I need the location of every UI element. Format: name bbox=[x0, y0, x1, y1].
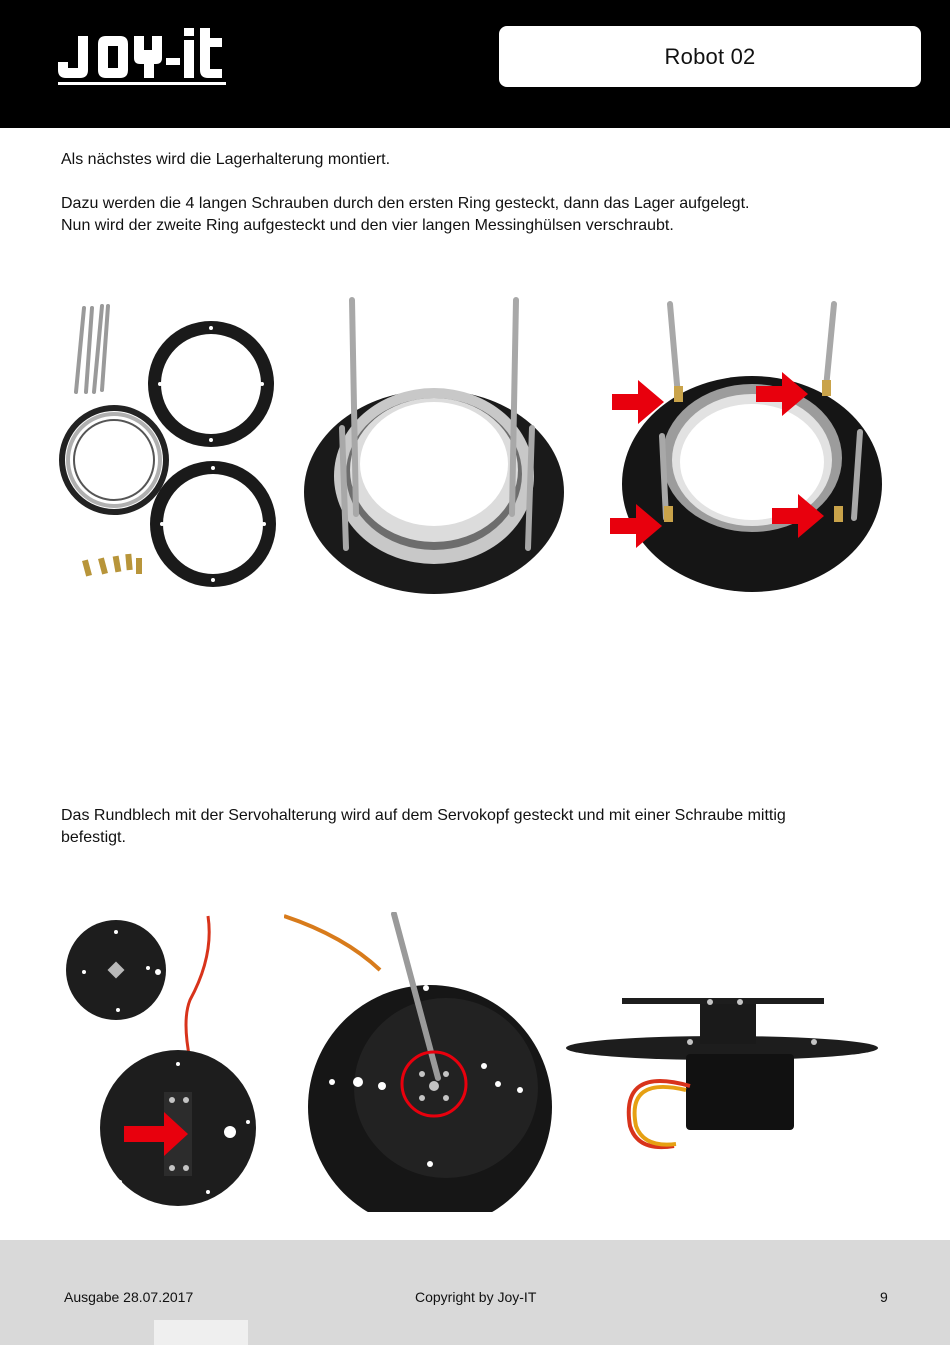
photo-servo-plate-parts bbox=[58, 912, 278, 1212]
photo-bearing-with-spacers bbox=[604, 296, 886, 598]
servo-line-1: Das Rundblech mit der Servohalterung wird auf dem Servokopf gesteckt und mit einer Schraube mittig bbox=[61, 807, 786, 824]
instructions-line-1: Dazu werden die 4 langen Schrauben durch den ersten Ring gesteckt, dann das Lager aufgelegt. bbox=[61, 195, 750, 212]
document-title-box bbox=[499, 26, 921, 87]
intro-text: Als nächstes wird die Lagerhalterung montiert. bbox=[61, 151, 391, 168]
intro-paragraph bbox=[61, 149, 881, 171]
document-title: Robot 02 bbox=[664, 43, 756, 69]
servo-paragraph bbox=[61, 805, 881, 849]
page-footer bbox=[0, 1240, 950, 1345]
instructions-paragraph bbox=[61, 193, 881, 237]
footer-edition: Ausgabe 28.07.2017 bbox=[64, 1289, 194, 1305]
photo-bearing-parts bbox=[56, 296, 281, 596]
footer-copyright: Copyright by Joy-IT bbox=[415, 1289, 537, 1305]
page-header bbox=[0, 0, 950, 128]
instructions-line-2: Nun wird der zweite Ring aufgesteckt und den vier langen Messinghülsen verschraubt. bbox=[61, 217, 674, 234]
joy-it-logo bbox=[56, 24, 231, 86]
footer-decoration bbox=[154, 1320, 248, 1345]
footer-page-number: 9 bbox=[880, 1289, 888, 1305]
photo-servo-side-view bbox=[560, 990, 886, 1160]
servo-line-2: befestigt. bbox=[61, 829, 126, 846]
photo-bearing-on-ring bbox=[300, 292, 570, 597]
photo-servo-plate-mounted bbox=[284, 912, 554, 1212]
